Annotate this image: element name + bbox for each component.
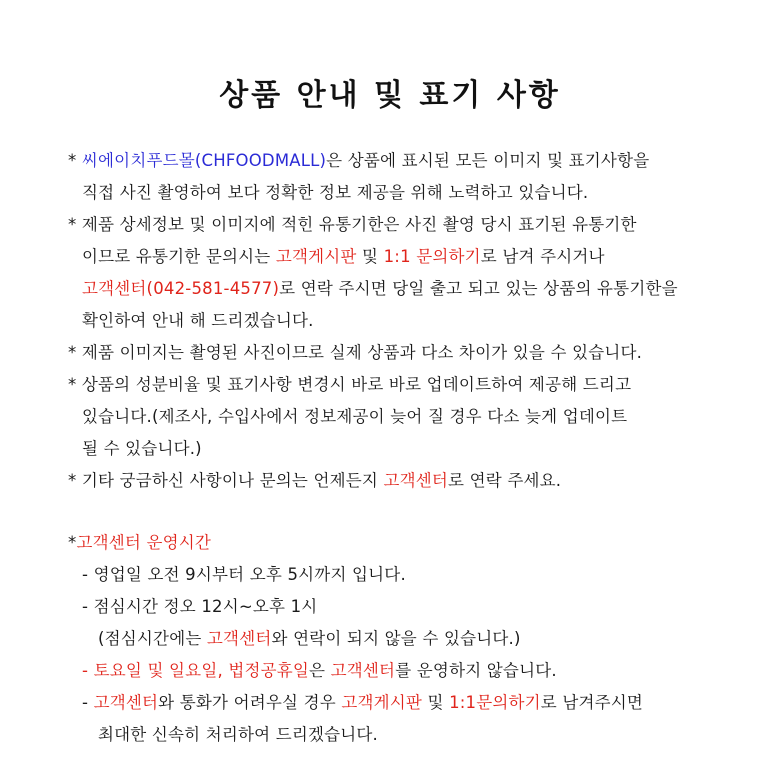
notice-line-4 [82,246,605,268]
hours-line-3 [98,628,521,650]
holiday-text: - 토요일 및 일요일, 법정공휴일 [82,661,310,680]
notice-line-7 [68,342,642,364]
hours-text: 를 운영하지 않습니다. [395,661,557,680]
hours-text: 와 통화가 어려우실 경우 [158,693,342,712]
brand-name: 씨에이치푸드몰(CHFOODMALL) [81,151,327,170]
customer-board-link[interactable]: 고객게시판 [341,693,423,712]
notice-text: 로 연락 주세요. [448,471,562,490]
bullet: * [68,151,82,170]
hours-heading-text: 고객센터 운영시간 [76,533,212,552]
bullet: * [68,533,77,552]
hours-text: - 점심시간 정오 12시~오후 1시 [82,597,318,616]
hours-text: 로 남겨주시면 [540,693,644,712]
notice-text: 직접 사진 촬영하여 보다 정확한 정보 제공을 위해 노력하고 있습니다. [82,183,589,202]
customer-board-link[interactable]: 고객게시판 [275,247,357,266]
notice-text: 될 수 있습니다.) [82,439,202,458]
notice-text: 이므로 유통기한 문의시는 [82,247,276,266]
hours-text: 및 [422,693,450,712]
hours-text: 은 [309,661,331,680]
hours-text: - [82,693,94,712]
hours-line-2 [82,596,317,618]
notice-line-10 [82,438,202,460]
notice-line-9 [82,406,627,428]
notice-text: 로 남겨 주시거나 [480,247,605,266]
hours-line-6 [98,724,378,746]
notice-line-6 [82,310,314,332]
hours-text: 와 연락이 되지 않을 수 있습니다.) [271,629,521,648]
one-to-one-inquiry-link[interactable]: 1:1문의하기 [449,693,541,712]
notice-line-1 [68,150,649,172]
page-title: 상품 안내 및 표기 사항 [219,78,561,113]
notice-text: * 제품 상세정보 및 이미지에 적힌 유통기한은 사진 촬영 당시 표기된 유통기한 [68,215,637,234]
notice-text: 로 연락 주시면 당일 출고 되고 있는 상품의 유통기한을 [279,279,678,298]
notice-line-11 [68,470,561,492]
customer-center-link[interactable]: 고객센터 [93,693,159,712]
notice-text: * 상품의 성분비율 및 표기사항 변경시 바로 바로 업데이트하여 제공해 드리고 [68,375,632,394]
notice-text: 있습니다.(제조사, 수입사에서 정보제공이 늦어 질 경우 다소 늦게 업데이트 [82,407,628,426]
hours-text: - 영업일 오전 9시부터 오후 5시까지 입니다. [82,565,406,584]
customer-center-link[interactable]: 고객센터 [330,661,396,680]
notice-line-3 [68,214,637,236]
notice-line-5 [82,278,678,300]
hours-text: (점심시간에는 [98,629,207,648]
hours-text: 최대한 신속히 처리하여 드리겠습니다. [98,725,379,744]
customer-center-phone[interactable]: 고객센터(042-581-4577) [82,279,280,298]
notice-text: 은 상품에 표시된 모든 이미지 및 표기사항을 [326,151,650,170]
notice-line-2 [82,182,588,204]
notice-text: 확인하여 안내 해 드리겠습니다. [82,311,314,330]
notice-text: * 기타 궁금하신 사항이나 문의는 언제든지 [68,471,384,490]
hours-heading [68,532,211,554]
notice-line-8 [68,374,631,396]
notice-text: * 제품 이미지는 촬영된 사진이므로 실제 상품과 다소 차이가 있을 수 있습니다. [68,343,643,362]
hours-line-4 [82,660,557,682]
notice-text: 및 [356,247,384,266]
customer-center-link[interactable]: 고객센터 [383,471,449,490]
hours-line-1 [82,564,406,586]
customer-center-link[interactable]: 고객센터 [206,629,272,648]
one-to-one-inquiry-link[interactable]: 1:1 문의하기 [383,247,481,266]
hours-line-5 [82,692,643,714]
